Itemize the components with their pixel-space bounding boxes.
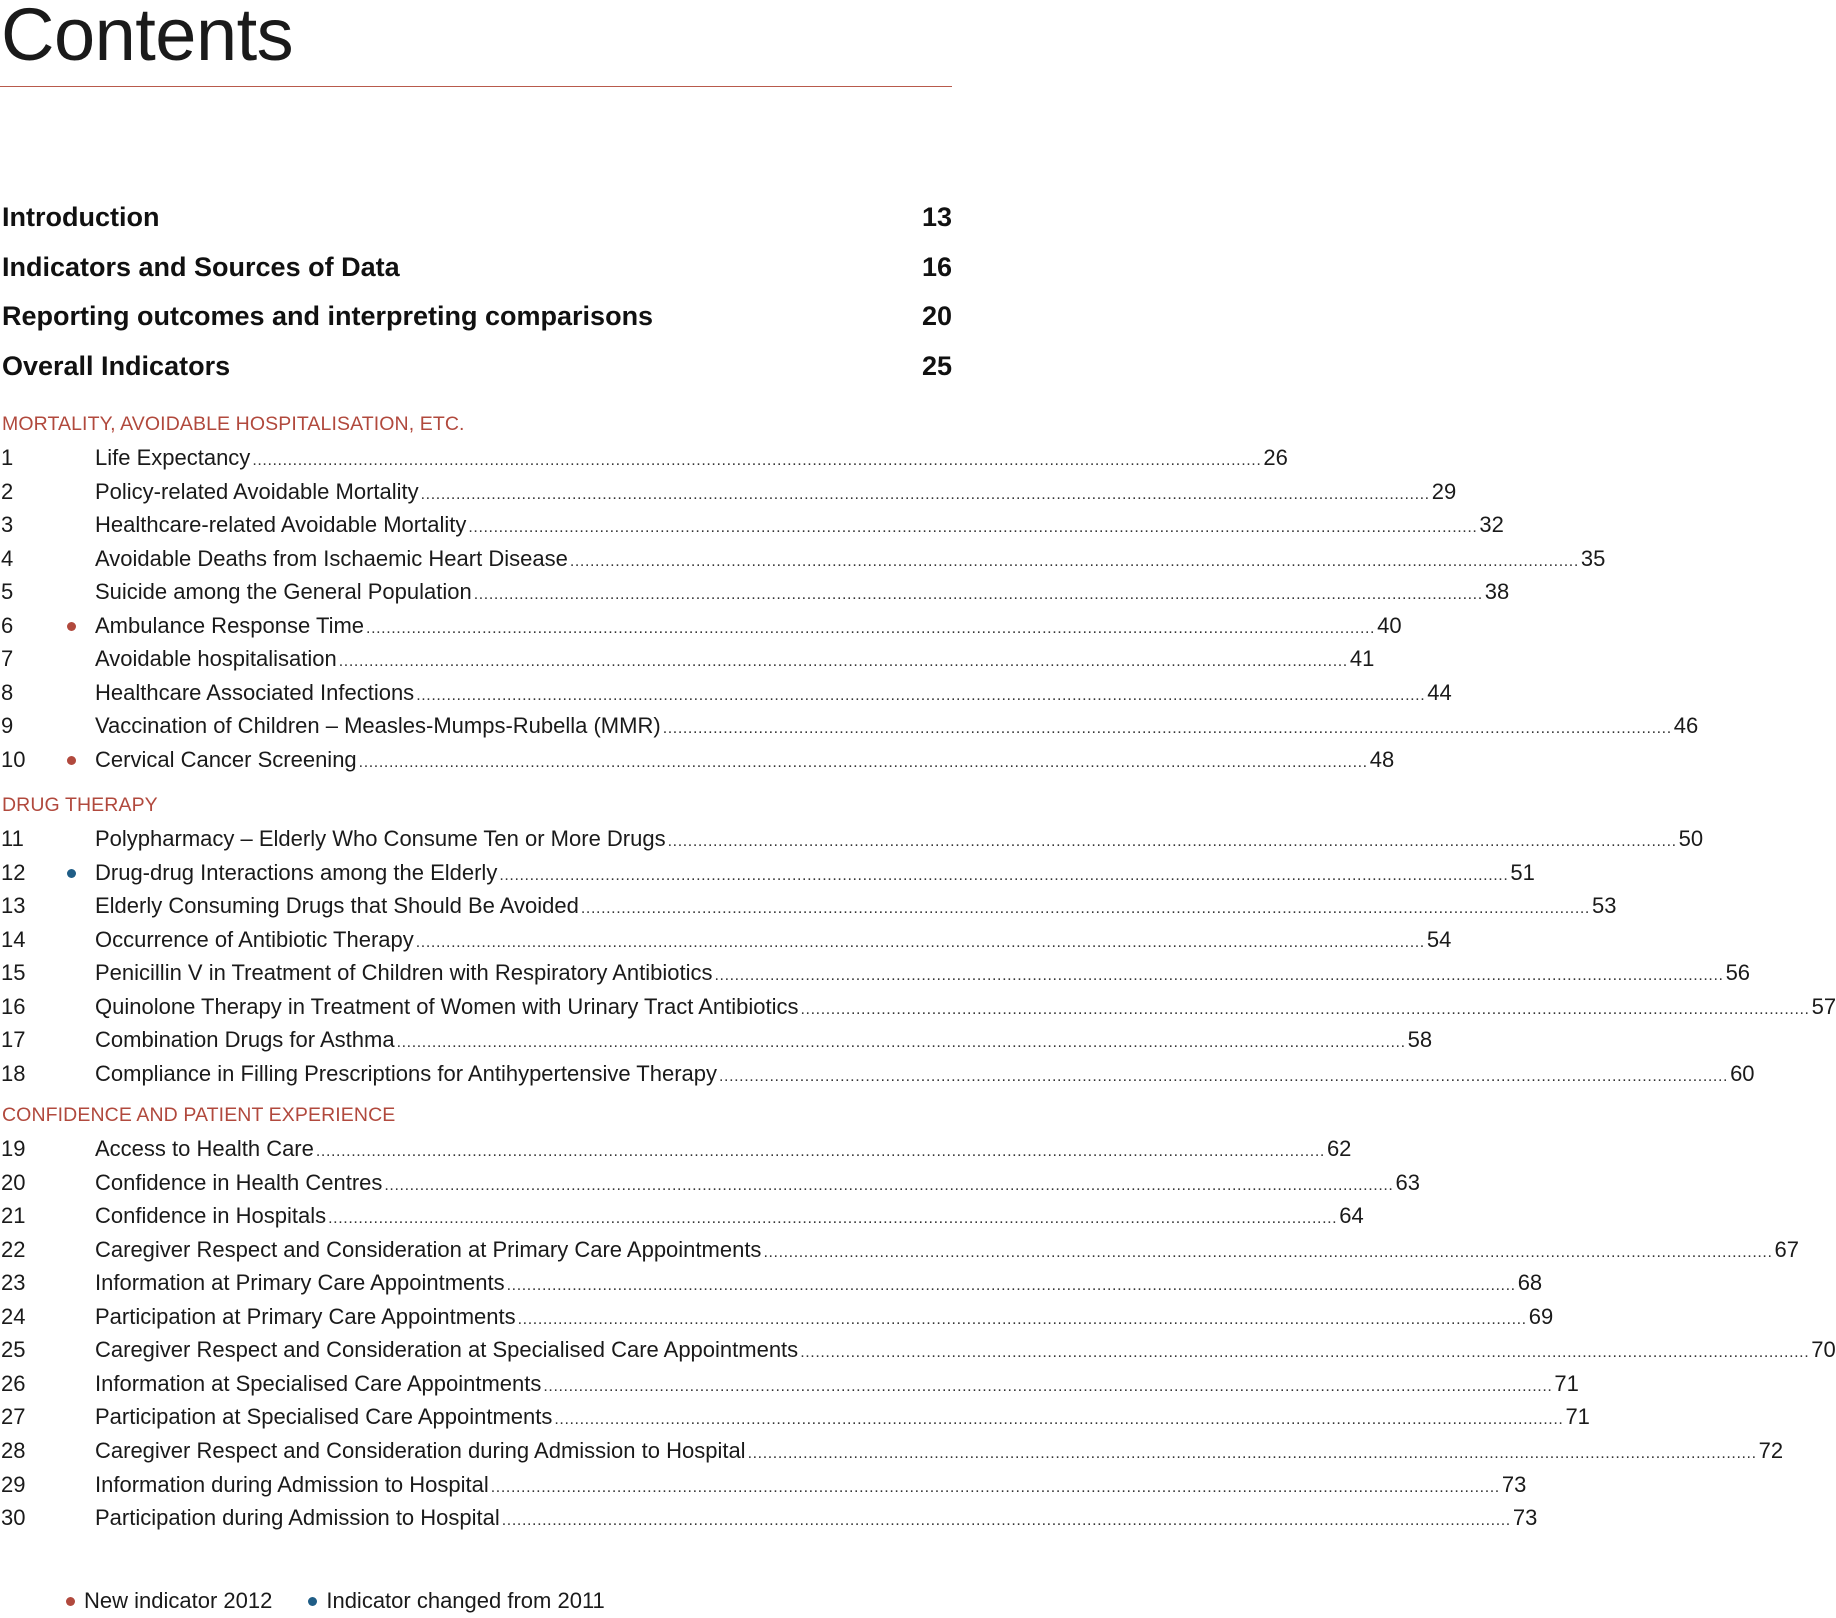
toc-entry-label: Suicide among the General Population xyxy=(95,579,472,605)
toc-entry-number: 6 xyxy=(1,612,14,638)
toc-entry-page: 68 xyxy=(1517,1270,1543,1296)
toc-entry[interactable] xyxy=(0,1436,1784,1466)
toc-entry[interactable] xyxy=(0,1369,1579,1399)
dot-leader: ........................................................................................................................................................................................................ xyxy=(415,933,1425,951)
toc-entry-page: 60 xyxy=(1730,1060,1755,1086)
dot-leader: ........................................................................................................................................................................................................ xyxy=(800,1344,1810,1362)
toc-entry-number: 2 xyxy=(1,478,14,504)
toc-entry-label: Participation at Primary Care Appointments xyxy=(95,1303,516,1329)
toc-entry[interactable] xyxy=(0,443,1288,473)
toc-entry[interactable] xyxy=(0,611,1402,641)
legend-changed xyxy=(308,1586,604,1616)
toc-entry-page: 69 xyxy=(1528,1303,1554,1329)
toc-entry-label: Drug-drug Interactions among the Elderly xyxy=(95,859,498,885)
dot-leader: ........................................................................................................................................................................................................ xyxy=(384,1176,1394,1194)
toc-entry-number: 28 xyxy=(1,1437,26,1463)
toc-entry-number: 15 xyxy=(1,960,26,986)
toc-entry-label: Policy-related Avoidable Mortality xyxy=(95,478,419,504)
dot-leader: ........................................................................................................................................................................................................ xyxy=(667,833,1677,850)
toc-entry-number: 5 xyxy=(1,579,14,605)
toc-entry-page: 53 xyxy=(1591,893,1617,919)
dot-leader: ........................................................................................................................................................................................................ xyxy=(517,1310,1527,1328)
legend-changed-label: Indicator changed from 2011 xyxy=(326,1588,605,1613)
toc-entry[interactable] xyxy=(0,1025,1433,1055)
legend-new-label: New indicator 2012 xyxy=(84,1588,273,1613)
toc-entry-page: 44 xyxy=(1427,679,1452,705)
toc-entry-label: Participation at Specialised Care Appointments xyxy=(95,1404,553,1430)
toc-entry-label: Information at Primary Care Appointments xyxy=(95,1270,505,1296)
toc-entry-page: 64 xyxy=(1339,1203,1364,1229)
toc-entry[interactable] xyxy=(0,1470,1527,1500)
toc-entry-number: 20 xyxy=(1,1169,26,1195)
toc-entry-label: Healthcare-related Avoidable Mortality xyxy=(95,512,467,538)
dot-leader: ........................................................................................................................................................................................................ xyxy=(338,653,1348,671)
toc-entry-number: 24 xyxy=(1,1303,26,1329)
toc-entry-number: 19 xyxy=(1,1136,26,1161)
toc-entry-label: Elderly Consuming Drugs that Should Be Avoided xyxy=(95,893,579,919)
toc-main-entry[interactable] xyxy=(2,300,952,332)
toc-entry-number: 9 xyxy=(1,713,14,739)
toc-entry-page: 73 xyxy=(1501,1471,1527,1497)
toc-entry[interactable] xyxy=(0,1402,1590,1432)
toc-entry[interactable] xyxy=(0,824,1704,854)
toc-entry-label: Cervical Cancer Screening xyxy=(95,746,357,772)
toc-entry-page: 50 xyxy=(1678,826,1704,851)
toc-entry-page: 40 xyxy=(1377,612,1402,638)
toc-entry[interactable] xyxy=(0,644,1375,674)
toc-entry[interactable] xyxy=(0,1168,1420,1198)
toc-entry-number: 29 xyxy=(1,1471,26,1497)
dot-leader: ........................................................................................................................................................................................................ xyxy=(366,619,1376,637)
dot-leader: ........................................................................................................................................................................................................ xyxy=(420,485,1430,503)
toc-entry-page: 54 xyxy=(1426,926,1452,952)
dot-leader: ........................................................................................................................................................................................................ xyxy=(490,1478,1500,1496)
toc-entry-label: Avoidable Deaths from Ischaemic Heart Disease xyxy=(95,545,568,571)
toc-entry-number: 3 xyxy=(1,512,14,538)
dot-leader: ........................................................................................................................................................................................................ xyxy=(714,967,1724,985)
new-indicator-dot-icon xyxy=(66,1597,75,1606)
dot-leader: ........................................................................................................................................................................................................ xyxy=(580,900,1590,918)
toc-entry-number: 12 xyxy=(1,859,26,885)
toc-entry-page: 67 xyxy=(1774,1236,1799,1262)
toc-entry-number: 30 xyxy=(1,1505,26,1531)
toc-entry-page: 41 xyxy=(1349,646,1375,672)
toc-entry-number: 27 xyxy=(1,1404,26,1430)
toc-entry[interactable] xyxy=(0,1302,1554,1332)
toc-entry-label: Confidence in Health Centres xyxy=(95,1169,383,1195)
toc-entry-page: 48 xyxy=(1369,746,1395,772)
dot-leader: ........................................................................................................................................................................................................ xyxy=(800,1000,1810,1018)
toc-entry-number: 25 xyxy=(1,1337,26,1363)
changed-indicator-dot-icon xyxy=(67,869,76,878)
toc-entry-page: 51 xyxy=(1510,859,1535,885)
toc-entry-page: 35 xyxy=(1580,545,1606,571)
section-heading: MORTALITY, AVOIDABLE HOSPITALISATION, ETC. xyxy=(2,413,465,435)
title-rule xyxy=(0,86,952,87)
toc-entry[interactable] xyxy=(0,891,1617,921)
toc-entry[interactable] xyxy=(0,544,1606,574)
toc-entry-label: Polypharmacy – Elderly Who Consume Ten or More Drugs xyxy=(95,826,666,851)
toc-entry-page: 70 xyxy=(1811,1337,1836,1363)
toc-entry-number: 8 xyxy=(1,679,14,705)
toc-entry-label: Healthcare Associated Infections xyxy=(95,679,415,705)
toc-entry-number: 26 xyxy=(1,1370,26,1396)
toc-entry[interactable] xyxy=(0,1235,1799,1265)
toc-main-entry-page: 13 xyxy=(921,202,952,232)
dot-leader: ........................................................................................................................................................................................................ xyxy=(719,1067,1729,1085)
dot-leader: ........................................................................................................................................................................................................ xyxy=(499,866,1509,884)
toc-entry[interactable] xyxy=(0,858,1535,888)
toc-entry-number: 11 xyxy=(1,826,24,851)
dot-leader: ........................................................................................................................................................................................................ xyxy=(473,586,1483,604)
dot-leader: ........................................................................................................................................................................................................ xyxy=(763,1243,1773,1261)
toc-entry-label: Combination Drugs for Asthma xyxy=(95,1027,395,1053)
dot-leader: ........................................................................................................................................................................................................ xyxy=(501,1512,1511,1530)
toc-entry[interactable] xyxy=(0,711,1699,741)
toc-entry-label: Occurrence of Antibiotic Therapy xyxy=(95,926,414,952)
dot-leader: ........................................................................................................................................................................................................ xyxy=(416,686,1426,704)
toc-entry-page: 38 xyxy=(1484,579,1510,605)
toc-entry-label: Compliance in Filling Prescriptions for Antihypertensive Therapy xyxy=(95,1060,717,1086)
toc-main-entry-label: Overall Indicators xyxy=(2,351,231,381)
toc-main-entry-label: Reporting outcomes and interpreting comparisons xyxy=(2,301,654,331)
toc-entry[interactable] xyxy=(0,1201,1364,1231)
toc-entry-page: 56 xyxy=(1725,960,1751,986)
toc-entry-page: 58 xyxy=(1407,1027,1433,1053)
toc-entry-label: Information during Admission to Hospital xyxy=(95,1471,489,1497)
toc-entry-label: Avoidable hospitalisation xyxy=(95,646,337,672)
toc-entry-label: Life Expectancy xyxy=(95,445,251,470)
toc-main-entry-label: Indicators and Sources of Data xyxy=(2,252,400,282)
toc-entry-page: 72 xyxy=(1758,1437,1784,1463)
toc-entry-label: Access to Health Care xyxy=(95,1136,314,1161)
toc-entry-label: Participation during Admission to Hospital xyxy=(95,1505,500,1531)
dot-leader: ........................................................................................................................................................................................................ xyxy=(554,1411,1564,1429)
toc-entry-number: 22 xyxy=(1,1236,26,1262)
dot-leader: ........................................................................................................................................................................................................ xyxy=(328,1210,1338,1228)
toc-entry-label: Caregiver Respect and Consideration at Specialised Care Appointments xyxy=(95,1337,799,1363)
toc-entry[interactable] xyxy=(0,577,1510,607)
toc-entry[interactable] xyxy=(0,925,1452,955)
toc-entry-label: Caregiver Respect and Consideration during Admission to Hospital xyxy=(95,1437,746,1463)
toc-entry[interactable] xyxy=(0,1335,1836,1365)
changed-indicator-dot-icon xyxy=(308,1597,317,1606)
toc-entry-number: 1 xyxy=(1,445,14,470)
dot-leader: ........................................................................................................................................................................................................ xyxy=(506,1277,1516,1295)
toc-main-entry-page: 20 xyxy=(921,301,952,331)
toc-entry-label: Penicillin V in Treatment of Children with Respiratory Antibiotics xyxy=(95,960,713,986)
toc-entry-page: 46 xyxy=(1673,713,1699,739)
dot-leader: ........................................................................................................................................................................................................ xyxy=(569,552,1579,570)
toc-entry-page: 63 xyxy=(1395,1169,1420,1195)
toc-entry[interactable] xyxy=(0,1059,1755,1089)
toc-entry[interactable] xyxy=(0,1268,1543,1298)
toc-entry[interactable] xyxy=(0,477,1457,507)
dot-leader: ........................................................................................................................................................................................................ xyxy=(252,452,1262,469)
toc-entry[interactable] xyxy=(0,1134,1352,1164)
toc-entry-number: 14 xyxy=(1,926,26,952)
toc-entry[interactable] xyxy=(0,510,1504,540)
legend xyxy=(66,1586,641,1616)
toc-entry-page: 71 xyxy=(1565,1404,1590,1430)
new-indicator-dot-icon xyxy=(67,756,76,765)
toc-entry-label: Information at Specialised Care Appointments xyxy=(95,1370,542,1396)
toc-entry-page: 62 xyxy=(1326,1136,1352,1161)
toc-entry-label: Quinolone Therapy in Treatment of Women with Urinary Tract Antibiotics xyxy=(95,993,799,1019)
toc-entry-label: Vaccination of Children – Measles-Mumps-Rubella (MMR) xyxy=(95,713,661,739)
toc-main-entry[interactable] xyxy=(2,201,952,233)
toc-main-entry[interactable] xyxy=(2,251,952,283)
page-title: Contents xyxy=(1,0,294,76)
toc-main-entry-page: 16 xyxy=(921,252,952,282)
toc-entry-page: 73 xyxy=(1512,1505,1538,1531)
toc-entry-number: 7 xyxy=(1,646,14,672)
legend-new xyxy=(66,1586,272,1616)
toc-entry-number: 10 xyxy=(1,746,26,772)
toc-main-entry-label: Introduction xyxy=(2,202,160,232)
dot-leader: ........................................................................................................................................................................................................ xyxy=(747,1444,1757,1462)
toc-entry[interactable] xyxy=(0,745,1395,775)
dot-leader: ........................................................................................................................................................................................................ xyxy=(662,720,1672,738)
toc-entry-page: 29 xyxy=(1431,478,1457,504)
dot-leader: ........................................................................................................................................................................................................ xyxy=(358,753,1368,771)
toc-entry-page: 32 xyxy=(1479,512,1504,538)
toc-main-entry[interactable] xyxy=(2,350,952,382)
dot-leader: ........................................................................................................................................................................................................ xyxy=(468,519,1478,537)
toc-entry-number: 13 xyxy=(1,893,26,919)
toc-entry-label: Ambulance Response Time xyxy=(95,612,365,638)
toc-entry-number: 18 xyxy=(1,1060,26,1086)
new-indicator-dot-icon xyxy=(67,622,76,631)
dot-leader: ........................................................................................................................................................................................................ xyxy=(315,1143,1325,1160)
section-heading: DRUG THERAPY xyxy=(2,794,158,816)
toc-entry-number: 16 xyxy=(1,993,26,1019)
toc-entry-number: 21 xyxy=(1,1203,26,1229)
toc-entry-page: 71 xyxy=(1554,1370,1579,1396)
toc-entry[interactable] xyxy=(0,992,1836,1022)
toc-main-entry-page: 25 xyxy=(921,351,952,381)
toc-entry-page: 57 xyxy=(1811,993,1836,1019)
toc-entry[interactable] xyxy=(0,678,1452,708)
toc-entry[interactable] xyxy=(0,958,1751,988)
toc-entry-label: Confidence in Hospitals xyxy=(95,1203,327,1229)
toc-entry-number: 17 xyxy=(1,1027,26,1053)
toc-entry-label: Caregiver Respect and Consideration at Primary Care Appointments xyxy=(95,1236,762,1262)
toc-entry-page: 26 xyxy=(1263,445,1288,470)
toc-entry-number: 4 xyxy=(1,545,14,571)
toc-entry-number: 23 xyxy=(1,1270,26,1296)
dot-leader: ........................................................................................................................................................................................................ xyxy=(396,1034,1406,1052)
section-heading: CONFIDENCE AND PATIENT EXPERIENCE xyxy=(2,1104,396,1126)
toc-entry[interactable] xyxy=(0,1503,1538,1533)
dot-leader: ........................................................................................................................................................................................................ xyxy=(543,1377,1553,1395)
